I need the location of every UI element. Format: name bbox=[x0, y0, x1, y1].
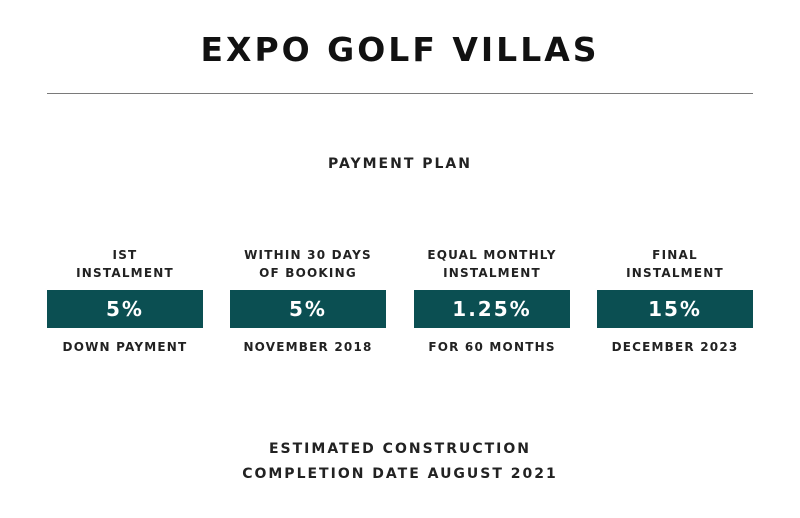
plan-item-percent: 15% bbox=[597, 290, 753, 328]
plan-item-heading-line2: INSTALMENT bbox=[76, 266, 174, 280]
plan-item-detail: NOVEMBER 2018 bbox=[243, 340, 373, 354]
plan-item-heading bbox=[47, 246, 203, 290]
plan-item-detail: DECEMBER 2023 bbox=[611, 340, 739, 354]
plan-item-heading-line2: INSTALMENT bbox=[626, 266, 724, 280]
plan-item-within-30-days bbox=[230, 246, 386, 356]
page-title: EXPO GOLF VILLAS bbox=[200, 30, 600, 69]
plan-item-final-instalment bbox=[597, 246, 753, 356]
plan-item-heading bbox=[230, 246, 386, 290]
plan-item-heading-line2: OF BOOKING bbox=[259, 266, 357, 280]
plan-item-percent: 5% bbox=[230, 290, 386, 328]
completion-line2: COMPLETION DATE AUGUST 2021 bbox=[242, 466, 558, 482]
completion-note bbox=[0, 437, 800, 487]
plan-item-percent: 5% bbox=[47, 290, 203, 328]
plan-item-detail: DOWN PAYMENT bbox=[62, 340, 188, 354]
plan-item-percent: 1.25% bbox=[414, 290, 570, 328]
section-heading: PAYMENT PLAN bbox=[328, 156, 472, 172]
plan-item-heading-line2: INSTALMENT bbox=[443, 266, 541, 280]
plan-item-heading-line1: EQUAL MONTHLY bbox=[427, 248, 557, 262]
plan-item-detail: FOR 60 MONTHS bbox=[428, 340, 556, 354]
plan-item-heading-line1: IST bbox=[112, 248, 138, 262]
completion-line1: ESTIMATED CONSTRUCTION bbox=[268, 441, 532, 457]
plan-item-heading-line1: WITHIN 30 DAYS bbox=[244, 248, 372, 262]
title-divider bbox=[47, 93, 753, 94]
plan-item-heading bbox=[414, 246, 570, 290]
plan-item-first-instalment bbox=[47, 246, 203, 356]
plan-item-heading bbox=[597, 246, 753, 290]
plan-item-heading-line1: FINAL bbox=[652, 248, 698, 262]
plan-item-monthly-instalment bbox=[414, 246, 570, 356]
